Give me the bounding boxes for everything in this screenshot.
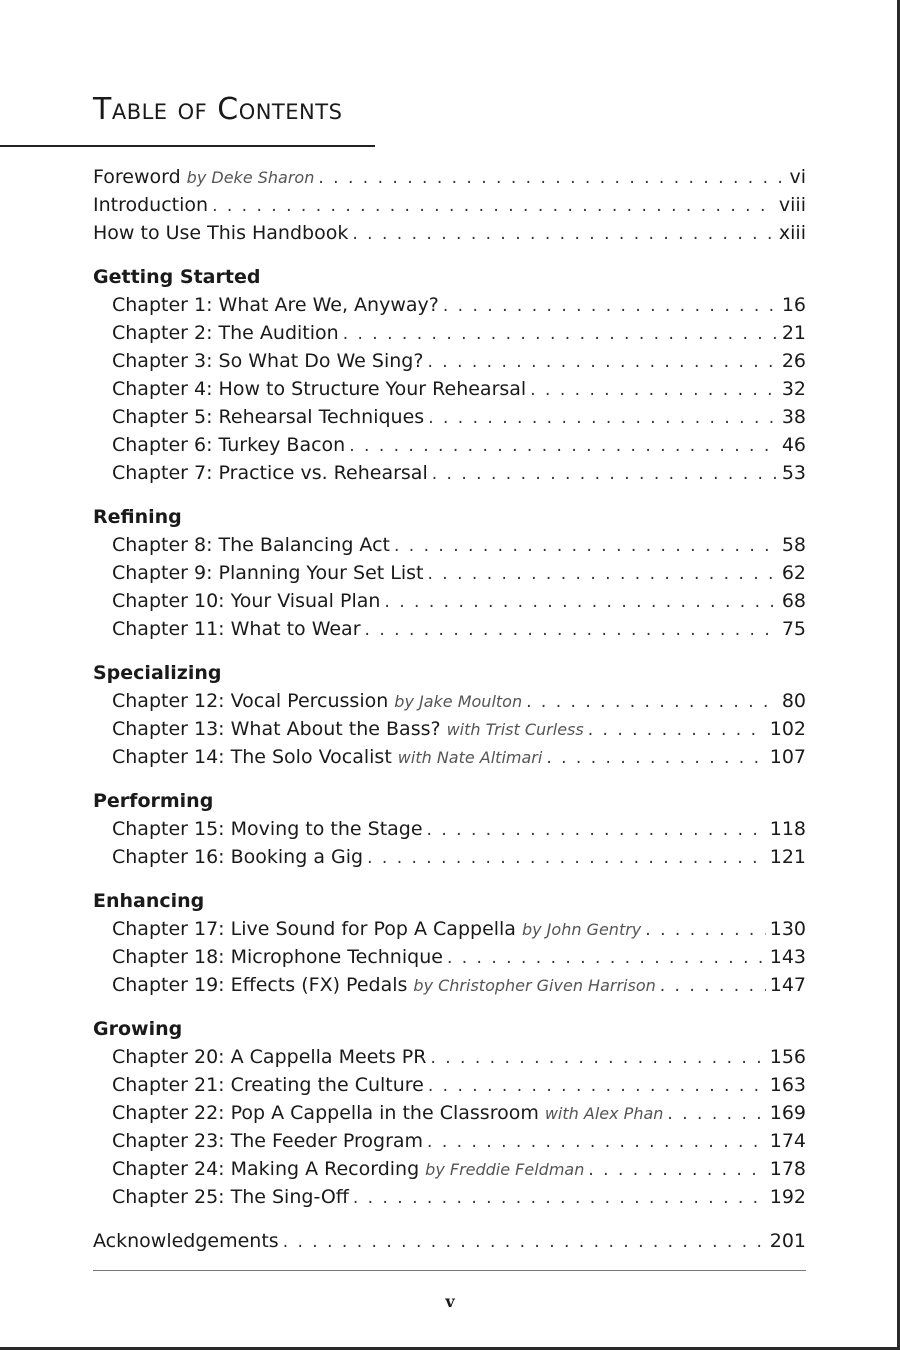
dot-leader: [427, 816, 766, 844]
toc-entry[interactable]: [93, 915, 806, 943]
entry-page-number: 147: [769, 974, 806, 996]
entry-author: by Jake Moulton: [394, 692, 523, 711]
entry-title: Foreword: [93, 166, 181, 188]
dot-leader: [427, 560, 777, 588]
title-rule: [0, 145, 375, 147]
entry-author: with Nate Altimari: [397, 748, 543, 767]
toc-entry[interactable]: [93, 1155, 806, 1183]
entry-page-number: 178: [769, 1158, 806, 1180]
entry-page-number: 26: [781, 350, 806, 372]
entry-page-number: xiii: [778, 222, 806, 244]
table-of-contents: [93, 163, 806, 1255]
entry-author: by John Gentry: [521, 920, 642, 939]
dot-leader: [318, 164, 785, 192]
dot-leader: [546, 744, 765, 772]
entry-page-number: 21: [781, 322, 806, 344]
entry-page-number: 46: [781, 434, 806, 456]
entry-title: How to Use This Handbook: [93, 222, 349, 244]
entry-page-number: 38: [781, 406, 806, 428]
section-heading: Enhancing: [93, 890, 205, 912]
entry-page-number: viii: [778, 194, 806, 216]
toc-entry[interactable]: [93, 843, 806, 871]
toc-entry[interactable]: [93, 375, 806, 403]
entry-title: Chapter 14: The Solo Vocalist: [112, 746, 392, 768]
toc-entry[interactable]: [93, 319, 806, 347]
entry-title: Introduction: [93, 194, 209, 216]
toc-entry[interactable]: [93, 687, 806, 715]
page-number: v: [445, 1292, 455, 1311]
entry-title: Chapter 25: The Sing-Off: [112, 1186, 349, 1208]
dot-leader: [667, 1100, 765, 1128]
entry-title: Chapter 2: The Audition: [112, 322, 339, 344]
dot-leader: [365, 616, 778, 644]
entry-page-number: 130: [769, 918, 806, 940]
entry-title: Chapter 6: Turkey Bacon: [112, 434, 346, 456]
toc-entry[interactable]: [93, 615, 806, 643]
dot-leader: [660, 972, 766, 1000]
entry-title: Chapter 22: Pop A Cappella in the Classroom: [112, 1102, 539, 1124]
entry-page-number: vi: [789, 166, 806, 188]
entry-title: Chapter 23: The Feeder Program: [112, 1130, 424, 1152]
entry-title: Chapter 10: Your Visual Plan: [112, 590, 381, 612]
entry-title: Chapter 11: What to Wear: [112, 618, 361, 640]
entry-title: Chapter 1: What Are We, Anyway?: [112, 294, 439, 316]
dot-leader: [212, 192, 775, 220]
toc-entry[interactable]: [93, 587, 806, 615]
entry-title: Chapter 20: A Cappella Meets PR: [112, 1046, 427, 1068]
toc-entry[interactable]: [93, 971, 806, 999]
dot-leader: [443, 292, 778, 320]
toc-entry[interactable]: [93, 815, 806, 843]
entry-title: Chapter 7: Practice vs. Rehearsal: [112, 462, 428, 484]
toc-entry[interactable]: [93, 743, 806, 771]
dot-leader: [343, 320, 778, 348]
entry-page-number: 201: [769, 1230, 806, 1252]
entry-title: Chapter 24: Making A Recording: [112, 1158, 420, 1180]
toc-entry[interactable]: [93, 191, 806, 219]
section-heading: Refining: [93, 506, 182, 528]
entry-title: Chapter 4: How to Structure Your Rehearsal: [112, 378, 527, 400]
toc-entry[interactable]: [93, 1071, 806, 1099]
toc-entry[interactable]: [93, 403, 806, 431]
dot-leader: [427, 1128, 766, 1156]
entry-page-number: 174: [769, 1130, 806, 1152]
toc-entry[interactable]: [93, 459, 806, 487]
entry-page-number: 118: [769, 818, 806, 840]
dot-leader: [428, 1072, 766, 1100]
entry-page-number: 143: [769, 946, 806, 968]
entry-author: with Trist Curless: [446, 720, 584, 739]
dot-leader: [367, 844, 766, 872]
entry-title: Acknowledgements: [93, 1230, 279, 1252]
dot-leader: [645, 916, 765, 944]
toc-entry[interactable]: [93, 559, 806, 587]
entry-page-number: 16: [781, 294, 806, 316]
entry-page-number: 169: [769, 1102, 806, 1124]
dot-leader: [384, 588, 777, 616]
dot-leader: [530, 376, 778, 404]
entry-page-number: 107: [769, 746, 806, 768]
entry-author: by Freddie Feldman: [425, 1160, 585, 1179]
toc-entry[interactable]: [93, 347, 806, 375]
section-heading: Performing: [93, 790, 214, 812]
toc-entry[interactable]: [93, 219, 806, 247]
section-heading: Getting Started: [93, 266, 261, 288]
entry-title: Chapter 17: Live Sound for Pop A Cappella: [112, 918, 516, 940]
entry-title: Chapter 5: Rehearsal Techniques: [112, 406, 425, 428]
toc-entry[interactable]: [93, 431, 806, 459]
entry-title: Chapter 19: Effects (FX) Pedals: [112, 974, 408, 996]
entry-page-number: 68: [781, 590, 806, 612]
entry-page-number: 156: [769, 1046, 806, 1068]
dot-leader: [447, 944, 766, 972]
toc-entry[interactable]: [93, 1043, 806, 1071]
toc-entry[interactable]: [93, 531, 806, 559]
toc-entry[interactable]: [93, 1127, 806, 1155]
dot-leader: [394, 532, 778, 560]
entry-title: Chapter 21: Creating the Culture: [112, 1074, 424, 1096]
entry-title: Chapter 8: The Balancing Act: [112, 534, 390, 556]
section-heading: Specializing: [93, 662, 222, 684]
entry-page-number: 62: [781, 562, 806, 584]
spacer: [93, 1211, 806, 1227]
dot-leader: [353, 1184, 766, 1212]
entry-author: with Alex Phan: [544, 1104, 664, 1123]
dot-leader: [430, 1044, 765, 1072]
entry-title: Chapter 18: Microphone Technique: [112, 946, 443, 968]
toc-entry[interactable]: [93, 1183, 806, 1211]
entry-title: Chapter 12: Vocal Percussion: [112, 690, 389, 712]
entry-title: Chapter 16: Booking a Gig: [112, 846, 364, 868]
toc-entry[interactable]: [93, 943, 806, 971]
entry-page-number: 32: [781, 378, 806, 400]
entry-title: Chapter 3: So What Do We Sing?: [112, 350, 424, 372]
toc-entry[interactable]: [93, 715, 806, 743]
dot-leader: [428, 404, 778, 432]
entry-page-number: 80: [781, 690, 806, 712]
dot-leader: [352, 220, 775, 248]
entry-page-number: 53: [781, 462, 806, 484]
toc-entry[interactable]: [93, 163, 806, 191]
entry-page-number: 102: [769, 718, 806, 740]
page-title: Table of Contents: [93, 92, 343, 127]
bottom-rule: [93, 1270, 806, 1271]
toc-entry[interactable]: [93, 1099, 806, 1127]
entry-page-number: 75: [781, 618, 806, 640]
dot-leader: [588, 1156, 765, 1184]
dot-leader: [588, 716, 766, 744]
dot-leader: [432, 460, 778, 488]
section-heading: Growing: [93, 1018, 183, 1040]
entry-page-number: 192: [769, 1186, 806, 1208]
entry-title: Chapter 15: Moving to the Stage: [112, 818, 423, 840]
toc-entry[interactable]: [93, 291, 806, 319]
dot-leader: [526, 688, 778, 716]
entry-page-number: 163: [769, 1074, 806, 1096]
entry-author: by Christopher Given Harrison: [413, 976, 656, 995]
toc-entry[interactable]: [93, 1227, 806, 1255]
dot-leader: [427, 348, 777, 376]
entry-page-number: 58: [781, 534, 806, 556]
entry-title: Chapter 9: Planning Your Set List: [112, 562, 424, 584]
entry-title: Chapter 13: What About the Bass?: [112, 718, 441, 740]
dot-leader: [349, 432, 778, 460]
entry-author: by Deke Sharon: [186, 168, 315, 187]
dot-leader: [283, 1228, 766, 1256]
entry-page-number: 121: [769, 846, 806, 868]
